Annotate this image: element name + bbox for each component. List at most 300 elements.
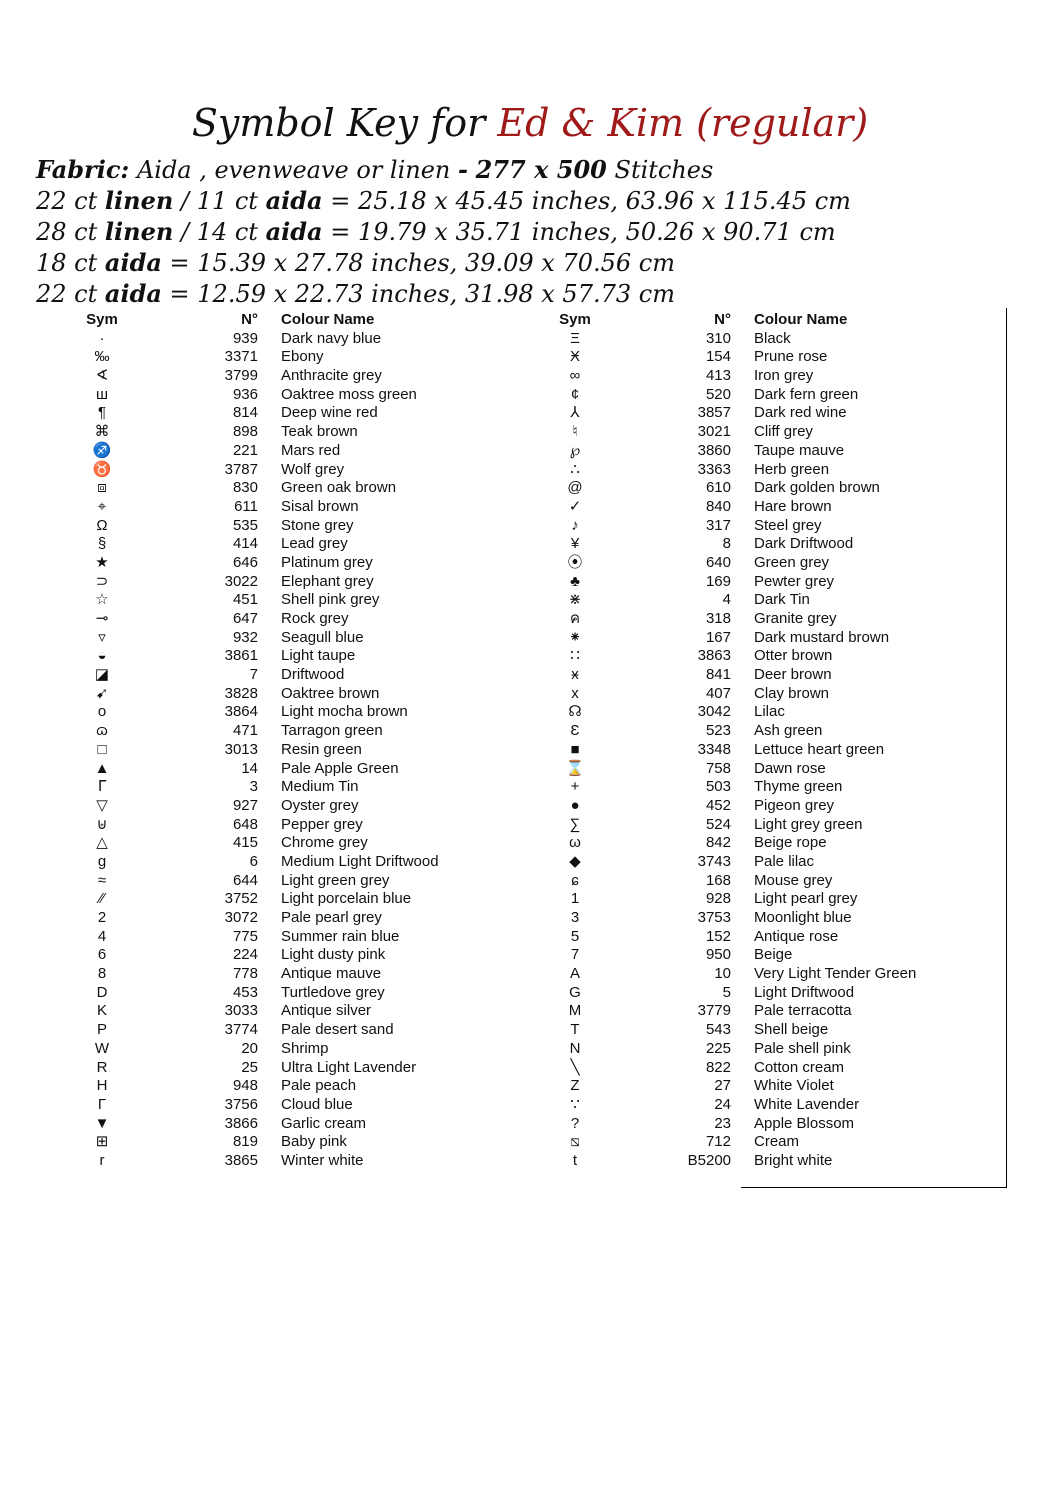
fabric-separator: - xyxy=(458,155,468,184)
colour-name: Cotton cream xyxy=(754,1058,845,1076)
symbol: R xyxy=(96,1058,108,1076)
floss-number: 14 xyxy=(241,759,258,777)
colour-name: Antique rose xyxy=(754,927,839,945)
floss-number: 3774 xyxy=(224,1021,258,1039)
floss-number: 221 xyxy=(232,441,258,459)
symbol: W xyxy=(94,1039,110,1057)
colour-name: Thyme green xyxy=(754,778,843,796)
floss-number: 830 xyxy=(232,479,258,497)
symbol: ⧅ xyxy=(570,1133,580,1151)
size-count: 14 ct xyxy=(196,218,258,246)
floss-number: 3348 xyxy=(697,740,731,758)
colour-name: Turtledove grey xyxy=(281,983,385,1001)
size-dimensions: = 12.59 x 22.73 inches, 31.98 x 57.73 cm xyxy=(169,280,675,308)
floss-number: 640 xyxy=(705,553,731,571)
floss-number: 948 xyxy=(232,1077,258,1095)
symbol: ⋇ xyxy=(568,591,582,609)
symbol: 5 xyxy=(570,927,580,945)
stitch-count: 277 x 500 xyxy=(475,155,607,184)
symbol: ≈ xyxy=(97,871,107,889)
number-header: N° xyxy=(241,311,258,328)
floss-number: 167 xyxy=(705,628,731,646)
colour-name: White Lavender xyxy=(754,1095,860,1113)
symbol: Ω xyxy=(96,516,108,534)
symbol: ▼ xyxy=(94,1114,110,1132)
colour-name: Ultra Light Lavender xyxy=(281,1058,417,1076)
symbol: ◒ xyxy=(97,647,107,665)
symbol: ω xyxy=(569,834,581,852)
floss-number: 152 xyxy=(705,927,731,945)
floss-number: 3 xyxy=(249,778,258,796)
symbol: 6 xyxy=(97,946,107,964)
colour-name: Driftwood xyxy=(281,666,345,684)
colour-name: Light Driftwood xyxy=(754,983,855,1001)
floss-number: 25 xyxy=(241,1058,258,1076)
colour-name: Iron grey xyxy=(754,367,814,385)
symbol: ✓ xyxy=(568,497,582,515)
floss-number: 471 xyxy=(232,722,258,740)
colour-name: Ash green xyxy=(754,722,823,740)
floss-number: 819 xyxy=(232,1133,258,1151)
colour-name: Teak brown xyxy=(281,423,358,441)
floss-number: 3756 xyxy=(224,1095,258,1113)
table-frame-bottom xyxy=(741,1187,1007,1188)
colour-name: Deer brown xyxy=(754,666,832,684)
symbol: t xyxy=(572,1151,578,1169)
floss-number: 3864 xyxy=(224,703,258,721)
symbol: M xyxy=(568,1002,582,1020)
floss-number: 3042 xyxy=(697,703,731,721)
colour-name: Shell pink grey xyxy=(281,591,380,609)
floss-number: 927 xyxy=(232,796,258,814)
colour-name: Taupe mauve xyxy=(754,441,845,459)
colour-name: White Violet xyxy=(754,1077,834,1095)
fabric-types: Aida , evenweave or linen xyxy=(136,156,451,184)
symbol: r xyxy=(99,1151,105,1169)
symbol: ♮ xyxy=(572,423,578,441)
size-count: 22 ct xyxy=(36,280,98,308)
symbol: ш xyxy=(95,385,109,403)
floss-number: 950 xyxy=(705,946,731,964)
floss-number: 647 xyxy=(232,610,258,627)
colour-name-header: Colour Name xyxy=(754,311,848,328)
floss-number: 3857 xyxy=(697,404,731,422)
symbol: 2 xyxy=(97,909,107,926)
symbol: ▲ xyxy=(94,759,110,777)
symbol: ⊎ xyxy=(96,815,108,833)
size-dimensions: = 25.18 x 45.45 inches, 63.96 x 115.45 cm xyxy=(330,187,851,215)
colour-name: Pale terracotta xyxy=(754,1002,852,1020)
symbol: ⊸ xyxy=(95,610,109,627)
colour-name: Light grey green xyxy=(754,815,863,833)
sym-header: Sym xyxy=(86,311,118,328)
colour-name: Beige xyxy=(754,946,793,964)
symbol: P xyxy=(96,1021,107,1039)
colour-name: Tarragon green xyxy=(281,722,383,740)
symbol: ℘ xyxy=(569,441,581,459)
symbol: ⁄⁄ xyxy=(99,890,105,908)
colour-name: Shell beige xyxy=(754,1021,829,1039)
floss-number: 317 xyxy=(705,516,731,534)
symbol: T xyxy=(570,1021,580,1039)
floss-number: 503 xyxy=(705,778,731,796)
floss-number: 24 xyxy=(714,1095,731,1113)
floss-number: 3743 xyxy=(697,852,731,870)
colour-name: Oaktree moss green xyxy=(281,385,417,403)
colour-name: Dark Driftwood xyxy=(754,535,854,553)
size-fabric: aida xyxy=(265,217,323,246)
floss-number: 712 xyxy=(705,1133,731,1151)
colour-name: Pale pearl grey xyxy=(281,909,382,926)
colour-name-header: Colour Name xyxy=(281,311,375,328)
colour-name: Clay brown xyxy=(754,684,830,702)
floss-number: 3021 xyxy=(697,423,731,441)
symbol: ¢ xyxy=(570,385,580,403)
symbol: K xyxy=(96,1002,107,1020)
symbol: ♉ xyxy=(92,460,112,478)
floss-number: 3860 xyxy=(697,441,731,459)
symbol: x xyxy=(571,684,579,702)
colour-name: Anthracite grey xyxy=(281,367,382,385)
floss-number: 415 xyxy=(232,834,258,852)
symbol: N xyxy=(569,1039,581,1057)
size-fabric: linen xyxy=(104,217,174,246)
symbol: A xyxy=(569,965,580,983)
symbol: ☊ xyxy=(568,703,582,721)
colour-name: Pigeon grey xyxy=(754,796,835,814)
floss-number: 3779 xyxy=(697,1002,731,1020)
floss-number: 543 xyxy=(705,1021,731,1039)
symbol: ⦿ xyxy=(567,553,583,571)
colour-name: Sisal brown xyxy=(281,497,359,515)
size-line xyxy=(36,216,1036,248)
floss-number: 3787 xyxy=(224,460,258,478)
symbol: ★ xyxy=(95,553,109,571)
symbol: ค xyxy=(569,610,581,627)
number-header: N° xyxy=(714,311,731,328)
floss-number: 168 xyxy=(705,871,731,889)
colour-name: Seagull blue xyxy=(281,628,364,646)
floss-number: 10 xyxy=(714,965,731,983)
floss-number: 648 xyxy=(232,815,258,833)
colour-name: Light porcelain blue xyxy=(281,890,412,908)
symbol: § xyxy=(97,535,107,553)
symbol: 3 xyxy=(570,909,580,926)
symbol: ➹ xyxy=(95,684,109,702)
floss-number: 27 xyxy=(714,1077,731,1095)
symbol: ∴ xyxy=(570,460,580,478)
size-count: 18 ct xyxy=(36,249,98,277)
size-line xyxy=(36,185,1036,217)
floss-number: 3863 xyxy=(697,647,731,665)
colour-name: Pepper grey xyxy=(281,815,363,833)
colour-name: Dark red wine xyxy=(754,404,847,422)
floss-number: 3828 xyxy=(224,684,258,702)
symbol: ⧈ xyxy=(97,479,107,497)
symbol: ∞ xyxy=(569,367,581,385)
floss-number: 928 xyxy=(705,890,731,908)
symbol: ɷ xyxy=(96,722,108,740)
symbol: ⅄ xyxy=(570,404,580,422)
colour-name: Dawn rose xyxy=(754,759,826,777)
floss-number: 939 xyxy=(232,329,258,347)
colour-name: Winter white xyxy=(281,1151,364,1169)
table-frame-right xyxy=(1006,308,1007,1188)
symbol: D xyxy=(96,983,108,1001)
colour-name: Pale Apple Green xyxy=(281,759,399,777)
colour-name: Oyster grey xyxy=(281,796,359,814)
size-fabric: aida xyxy=(265,186,323,215)
symbol: ⊃ xyxy=(95,572,109,590)
colour-name: Elephant grey xyxy=(281,572,374,590)
title-prefix: Symbol Key for xyxy=(191,101,486,145)
symbol: △ xyxy=(96,834,108,852)
colour-name: Pewter grey xyxy=(754,572,835,590)
size-dimensions: = 15.39 x 27.78 inches, 39.09 x 70.56 cm xyxy=(169,249,675,277)
symbol: 1 xyxy=(570,890,580,908)
colour-name: Dark mustard brown xyxy=(754,628,890,646)
size-separator: / xyxy=(180,218,190,246)
colour-name: Summer rain blue xyxy=(281,927,400,945)
symbol: G xyxy=(569,983,581,1001)
symbol: g xyxy=(97,852,107,870)
colour-name: Lead grey xyxy=(281,535,348,553)
symbol: ◆ xyxy=(569,852,581,870)
colour-name: Mouse grey xyxy=(754,871,833,889)
size-fabric: aida xyxy=(104,279,162,308)
floss-number: 520 xyxy=(705,385,731,403)
page-title xyxy=(0,98,1060,148)
symbol: ӿ xyxy=(571,666,579,684)
floss-number: 523 xyxy=(705,722,731,740)
colour-name: Lilac xyxy=(754,703,785,721)
floss-number: 840 xyxy=(705,497,731,515)
floss-number: 822 xyxy=(705,1058,731,1076)
colour-name: Cream xyxy=(754,1133,800,1151)
floss-number: 936 xyxy=(232,385,258,403)
symbol: ♪ xyxy=(571,516,579,534)
symbol: ⊞ xyxy=(95,1133,109,1151)
fabric-line xyxy=(36,154,1036,186)
floss-number: 3865 xyxy=(224,1151,258,1169)
floss-number: 318 xyxy=(705,610,731,627)
symbol: ╲ xyxy=(570,1058,580,1076)
colour-name: Shrimp xyxy=(281,1039,329,1057)
colour-name: Platinum grey xyxy=(281,553,373,571)
symbol: ᒥ xyxy=(97,778,107,796)
symbol: ☆ xyxy=(95,591,109,609)
fabric-label: Fabric: xyxy=(36,155,130,184)
stitch-label: Stitches xyxy=(614,156,714,184)
colour-name: Black xyxy=(754,329,791,347)
floss-number: 169 xyxy=(705,572,731,590)
floss-number: 841 xyxy=(705,666,731,684)
colour-name: Oaktree brown xyxy=(281,684,380,702)
symbol: ▽ xyxy=(96,796,108,814)
symbol: @ xyxy=(567,479,583,497)
floss-number: 3363 xyxy=(697,460,731,478)
floss-number: 224 xyxy=(232,946,258,964)
colour-name: Light pearl grey xyxy=(754,890,858,908)
colour-name: Antique silver xyxy=(281,1002,372,1020)
colour-name: Antique mauve xyxy=(281,965,382,983)
floss-number: 611 xyxy=(234,497,258,515)
colour-name: Light dusty pink xyxy=(281,946,386,964)
colour-name: Deep wine red xyxy=(281,404,378,422)
colour-name: Bright white xyxy=(754,1151,833,1169)
symbol: ¶ xyxy=(97,404,107,422)
floss-number: 413 xyxy=(705,367,731,385)
symbol: ⌛ xyxy=(565,759,585,777)
colour-name: Medium Light Driftwood xyxy=(281,852,439,870)
colour-name: Prune rose xyxy=(754,348,828,366)
sym-header: Sym xyxy=(559,311,591,328)
colour-name: Mars red xyxy=(281,441,341,459)
symbol: Γ xyxy=(97,1095,107,1113)
colour-name: Pale desert sand xyxy=(281,1021,394,1039)
colour-name: Dark Tin xyxy=(754,591,810,609)
colour-name: Cliff grey xyxy=(754,423,813,441)
floss-number: 3013 xyxy=(224,740,258,758)
symbol: ♐ xyxy=(92,441,112,459)
symbol: 4 xyxy=(97,927,107,945)
symbol: ⁕ xyxy=(568,628,582,646)
floss-number: 407 xyxy=(705,684,731,702)
symbol: ◪ xyxy=(94,666,110,684)
floss-number: B5200 xyxy=(687,1151,731,1169)
floss-number: 898 xyxy=(232,423,258,441)
floss-number: 4 xyxy=(722,591,731,609)
floss-number: 644 xyxy=(232,871,258,889)
floss-number: 452 xyxy=(705,796,731,814)
colour-name: Pale peach xyxy=(281,1077,357,1095)
floss-number: 5 xyxy=(722,983,731,1001)
symbol: o xyxy=(97,703,107,721)
symbol: Ӿ xyxy=(569,348,580,366)
symbol: Ξ xyxy=(570,329,580,347)
floss-number: 20 xyxy=(241,1039,258,1057)
symbol: ∵ xyxy=(570,1095,580,1113)
colour-name: Dark fern green xyxy=(754,385,859,403)
colour-name: Rock grey xyxy=(281,610,349,627)
floss-number: 3022 xyxy=(224,572,258,590)
symbol: ∢ xyxy=(95,367,109,385)
floss-number: 842 xyxy=(705,834,731,852)
symbol: ⌖ xyxy=(97,497,107,515)
floss-number: 3753 xyxy=(697,909,731,926)
size-line xyxy=(36,247,1036,279)
size-fabric: linen xyxy=(104,186,174,215)
symbol: ¥ xyxy=(570,535,580,553)
size-count: 22 ct xyxy=(36,187,98,215)
colour-name: Very Light Tender Green xyxy=(754,965,917,983)
symbol: ● xyxy=(570,796,580,814)
colour-name: Light taupe xyxy=(281,647,356,665)
colour-name: Chrome grey xyxy=(281,834,368,852)
floss-number: 3072 xyxy=(224,909,258,926)
colour-name: Resin green xyxy=(281,740,362,758)
symbol: ɕ xyxy=(571,871,579,889)
floss-number: 414 xyxy=(232,535,258,553)
floss-number: 7 xyxy=(249,666,258,684)
size-dimensions: = 19.79 x 35.71 inches, 50.26 x 90.71 cm xyxy=(330,218,836,246)
colour-name: Baby pink xyxy=(281,1133,347,1151)
colour-name: Apple Blossom xyxy=(754,1114,855,1132)
colour-name: Beige rope xyxy=(754,834,827,852)
symbol: · xyxy=(99,329,105,347)
floss-number: 524 xyxy=(705,815,731,833)
symbol: 7 xyxy=(570,946,580,964)
size-count: 28 ct xyxy=(36,218,98,246)
colour-name: Steel grey xyxy=(754,516,822,534)
colour-name: Moonlight blue xyxy=(754,909,852,926)
colour-name: Otter brown xyxy=(754,647,833,665)
floss-number: 225 xyxy=(705,1039,731,1057)
size-fabric: aida xyxy=(104,248,162,277)
floss-number: 6 xyxy=(249,852,258,870)
floss-number: 610 xyxy=(705,479,731,497)
colour-name: Garlic cream xyxy=(281,1114,367,1132)
size-line xyxy=(36,278,1036,310)
floss-number: 453 xyxy=(232,983,258,1001)
colour-name: Light mocha brown xyxy=(281,703,408,721)
floss-number: 535 xyxy=(232,516,258,534)
floss-number: 758 xyxy=(705,759,731,777)
floss-number: 646 xyxy=(232,553,258,571)
colour-name: Herb green xyxy=(754,460,830,478)
pattern-name: Ed & Kim (regular) xyxy=(497,101,869,145)
symbol: ⌘ xyxy=(94,423,110,441)
symbol: ∷ xyxy=(570,647,580,665)
floss-number: 3033 xyxy=(224,1002,258,1020)
colour-name: Wolf grey xyxy=(281,460,345,478)
symbol: Ɛ xyxy=(570,722,580,740)
symbol: 8 xyxy=(97,965,107,983)
floss-number: 3752 xyxy=(224,890,258,908)
colour-name: Ebony xyxy=(281,348,324,366)
floss-number: 3799 xyxy=(224,367,258,385)
floss-number: 8 xyxy=(722,535,731,553)
symbol: ▿ xyxy=(98,628,106,646)
symbol: Z xyxy=(570,1077,580,1095)
floss-number: 778 xyxy=(232,965,258,983)
symbol: ♣ xyxy=(570,572,580,590)
floss-number: 775 xyxy=(232,927,258,945)
symbol: □ xyxy=(97,740,107,758)
colour-name: Medium Tin xyxy=(281,778,359,796)
colour-name: Pale lilac xyxy=(754,852,815,870)
colour-name: Granite grey xyxy=(754,610,837,627)
colour-name: Green grey xyxy=(754,553,830,571)
symbol: ∑ xyxy=(569,815,581,833)
colour-name: Stone grey xyxy=(281,516,354,534)
floss-number: 154 xyxy=(705,348,731,366)
size-count: 11 ct xyxy=(196,187,258,215)
symbol: ■ xyxy=(570,740,580,758)
colour-name: Hare brown xyxy=(754,497,832,515)
floss-number: 3866 xyxy=(224,1114,258,1132)
size-separator: / xyxy=(180,187,190,215)
colour-name: Green oak brown xyxy=(281,479,397,497)
colour-name: Cloud blue xyxy=(281,1095,353,1113)
symbol: H xyxy=(96,1077,108,1095)
floss-number: 3371 xyxy=(224,348,258,366)
symbol: ‰ xyxy=(94,348,110,366)
colour-name: Dark navy blue xyxy=(281,329,382,347)
symbol: + xyxy=(570,778,580,796)
colour-name: Light green grey xyxy=(281,871,390,889)
symbol: ? xyxy=(570,1114,580,1132)
